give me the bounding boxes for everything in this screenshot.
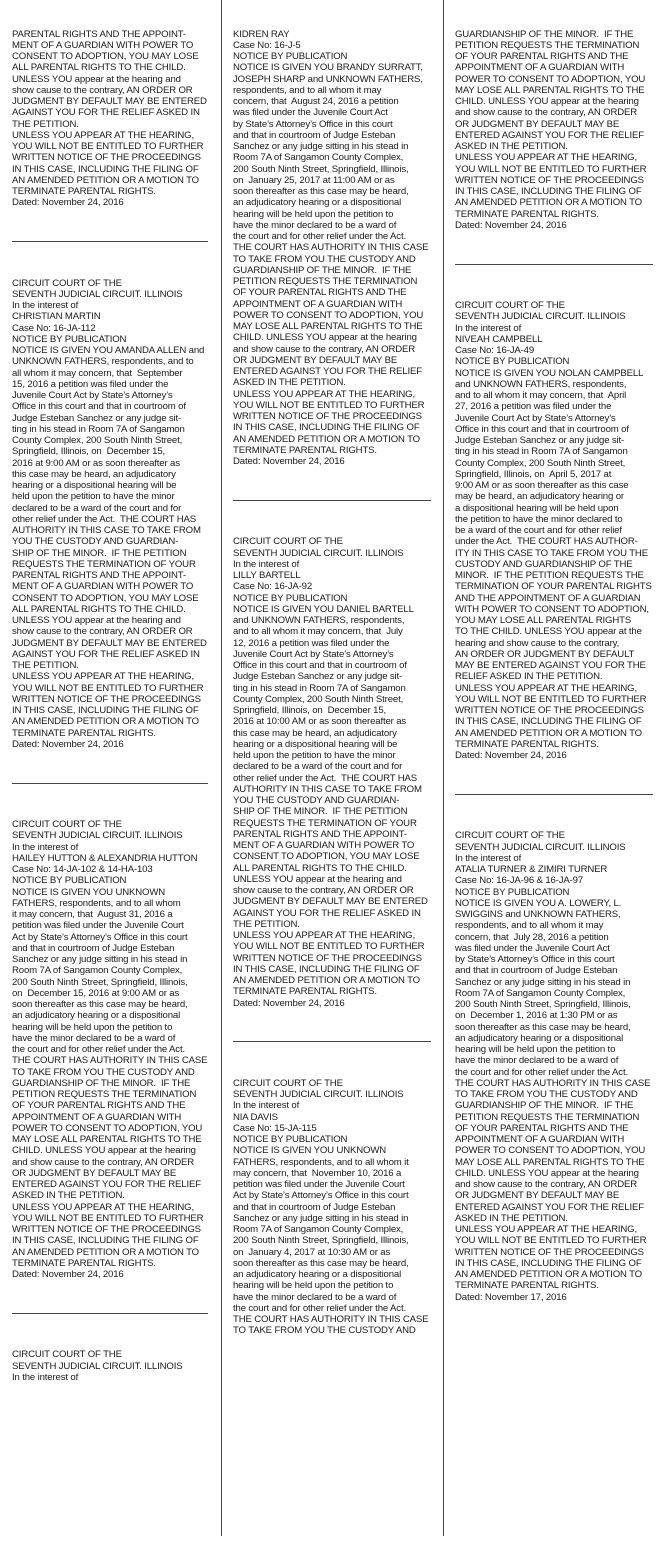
notice-christian-martin [12, 278, 208, 751]
notice-turner [455, 830, 653, 1303]
notice-text: CIRCUIT COURT OF THE SEVENTH JUDICIAL CIRCUIT. ILLINOIS In the interest of NIVEAH CAMPBELL Case No: 16-JA-49 NOTICE BY PUBLICATION NOTICE IS GIVEN YOU NOLAN CAMPBELL and UNKNOWN FATHERS, respondents, and to all whom it may concern, that April 27, 2016 a petition was filed under the Juvenile Court Act by State’s Attorney’s Office in this court and that in courtroom of Judge Esteban Sanchez or any judge sit- ting in his stead in Room 7A of Sangamon County Complex, 200 South Ninth Street, Springfield, Illinois, on April 5, 2017 at 9:00 AM or as soon thereafter as this case may be heard, an adjudicatory hearing or a dispositional hearing will be held upon the petition to have the minor declared to be a ward of the court and for other relief under the Act. THE COURT HAS AUTHOR- ITY IN THIS CASE TO TAKE FROM YOU THE CUSTODY AND GUARDIANSHIP OF THE MINOR. IF THE PETITION REQUESTS THE TERMINATION OF YOUR PARENTAL RIGHTS AND THE APPOINTMENT OF A GUARDIAN WITH POWER TO CONSENT TO ADOPTION, YOU MAY LOSE ALL PARENTAL RIGHTS TO THE CHILD. UNLESS YOU appear at the hearing and show cause to the contrary, AN ORDER OR JUDGMENT BY DEFAULT MAY BE ENTERED AGAINST YOU FOR THE RELIEF ASKED IN THE PETITION. UNLESS YOU APPEAR AT THE HEARING, YOU WILL NOT BE ENTITLED TO FURTHER WRITTEN NOTICE OF THE PROCEEDINGS IN THIS CASE, INCLUDING THE FILING OF AN AMENDED PETITION OR A MOTION TO TERMINATE PARENTAL RIGHTS. Dated: November 24, 2016 [455, 300, 652, 761]
notice-text: CIRCUIT COURT OF THE SEVENTH JUDICIAL CIRCUIT. ILLINOIS In the interest of HAILEY HUTTON & ALEXANDRIA HUTTON Case No: 14-JA-102 & 14-HA-103 NOTICE BY PUBLICATION NOTICE IS GIVEN YOU UNKNOWN FATHERS, respondents, and to all whom it may concern, that August 31, 2016 a petition was filed under the Juvenile Court Act by State’s Attorney’s Office in this court and that in courtroom of Judge Esteban Sanchez or any judge sitting in his stead in Room 7A of Sangamon County Complex, 200 South Ninth Street, Springfield, Illinois, on December 15, 2016 at 9:00 AM or as soon thereafter as this case may be heard, an adjudicatory hearing or a dispositional hearing will be held upon the petition to have the minor declared to be a ward of the court and for other relief under the Act. THE COURT HAS AUTHORITY IN THIS CASE TO TAKE FROM YOU THE CUSTODY AND GUARDIANSHIP OF THE MINOR. IF THE PETITION REQUESTS THE TERMINATION OF YOUR PARENTAL RIGHTS AND THE APPOINTMENT OF A GUARDIAN WITH POWER TO CONSENT TO ADOPTION, YOU MAY LOSE ALL PARENTAL RIGHTS TO THE CHILD. UNLESS YOU appear at the hearing and show cause to the contrary, AN ORDER OR JUDGMENT BY DEFAULT MAY BE ENTERED AGAINST YOU FOR THE RELIEF ASKED IN THE PETITION. UNLESS YOU APPEAR AT THE HEARING, YOU WILL NOT BE ENTITLED TO FURTHER WRITTEN NOTICE OF THE PROCEEDINGS IN THIS CASE, INCLUDING THE FILING OF AN AMENDED PETITION OR A MOTION TO TERMINATE PARENTAL RIGHTS. Dated: November 24, 2016 [12, 819, 208, 1280]
notice-separator [455, 794, 653, 795]
column-divider [221, 0, 222, 1536]
column-3 [455, 6, 653, 1325]
notice-continued [12, 29, 208, 209]
notice-nia-davis [233, 1078, 431, 1337]
notice-text: PARENTAL RIGHTS AND THE APPOINT- MENT OF A GUARDIAN WITH POWER TO CONSENT TO ADOPTION, YOU MAY LOSE ALL PARENTAL RIGHTS TO THE CHILD. UNLESS YOU appear at the hearing and show cause to the contrary, AN ORDER OR JUDGMENT BY DEFAULT MAY BE ENTERED AGAINST YOU FOR THE RELIEF ASKED IN THE PETITION. UNLESS YOU APPEAR AT THE HEARING, YOU WILL NOT BE ENTITLED TO FURTHER WRITTEN NOTICE OF THE PROCEEDINGS IN THIS CASE, INCLUDING THE FILING OF AN AMENDED PETITION OR A MOTION TO TERMINATE PARENTAL RIGHTS. Dated: November 24, 2016 [12, 28, 207, 209]
notice-text: CIRCUIT COURT OF THE SEVENTH JUDICIAL CIRCUIT. ILLINOIS In the interest of [12, 1349, 183, 1383]
notice-hutton [12, 819, 208, 1280]
notice-separator [12, 1313, 208, 1314]
notice-text: CIRCUIT COURT OF THE SEVENTH JUDICIAL CIRCUIT. ILLINOIS In the interest of ATALIA TURNER & ZIMIRI TURNER Case No: 16-JA-96 & 16-JA-97 NOTICE BY PUBLICATION NOTICE IS GIVEN YOU A. LOWERY, L. SWIGGINS and UNKNOWN FATHERS, respondents, and to all whom it may concern, that July 28, 2016 a petition was filed under the Juvenile Court Act by State’s Attorney’s Office in this court and that in courtroom of Judge Esteban Sanchez or any judge sitting in his stead in Room 7A of Sangamon County Complex, 200 South Ninth Street, Springfield, Illinois, on December 1, 2016 at 1:30 PM or as soon thereafter as this case may be heard, an adjudicatory hearing or a dispositional hearing will be held upon the petition to have the minor declared to be a ward of the court and for other relief under the Act. THE COURT HAS AUTHORITY IN THIS CASE TO TAKE FROM YOU THE CUSTODY AND GUARDIANSHIP OF THE MINOR. IF THE PETITION REQUESTS THE TERMINATION OF YOUR PARENTAL RIGHTS AND THE APPOINTMENT OF A GUARDIAN WITH POWER TO CONSENT TO ADOPTION, YOU MAY LOSE ALL PARENTAL RIGHTS TO THE CHILD. UNLESS YOU appear at the hearing and show cause to the contrary, AN ORDER OR JUDGMENT BY DEFAULT MAY BE ENTERED AGAINST YOU FOR THE RELIEF ASKED IN THE PETITION. UNLESS YOU APPEAR AT THE HEARING, YOU WILL NOT BE ENTITLED TO FURTHER WRITTEN NOTICE OF THE PROCEEDINGS IN THIS CASE, INCLUDING THE FILING OF AN AMENDED PETITION OR A MOTION TO TERMINATE PARENTAL RIGHTS. Dated: November 17, 2016 [455, 830, 651, 1303]
notice-kidren-ray-start [12, 1349, 208, 1383]
notice-text: GUARDIANSHIP OF THE MINOR. IF THE PETITION REQUESTS THE TERMINATION OF YOUR PARENTAL RIGHTS AND THE APPOINTMENT OF A GUARDIAN WITH POWER TO CONSENT TO ADOPTION, YOU MAY LOSE ALL PARENTAL RIGHTS TO THE CHILD. UNLESS YOU appear at the hearing and show cause to the contrary, AN ORDER OR JUDGMENT BY DEFAULT MAY BE ENTERED AGAINST YOU FOR THE RELIEF ASKED IN THE PETITION. UNLESS YOU APPEAR AT THE HEARING, YOU WILL NOT BE ENTITLED TO FURTHER WRITTEN NOTICE OF THE PROCEEDINGS IN THIS CASE, INCLUDING THE FILING OF AN AMENDED PETITION OR A MOTION TO TERMINATE PARENTAL RIGHTS. Dated: November 24, 2016 [455, 28, 647, 231]
notice-text: KIDREN RAY Case No: 16-J-5 NOTICE BY PUBLICATION NOTICE IS GIVEN YOU BRANDY SURRATT, JOSEPH SHARP and UNKNOWN FATHERS, respondents, and to all whom it may concern, that August 24, 2016 a petition was filed under the Juvenile Court Act by State’s Attorney’s Office in this court and that in courtroom of Judge Esteban Sanchez or any judge sitting in his stead in Room 7A of Sangamon County Complex, 200 South Ninth Street, Springfield, Illinois, on January 25, 2017 at 11:00 AM or as soon thereafter as this case may be heard, an adjudicatory hearing or a dispositional hearing will be held upon the petition to have the minor declared to be a ward of the court and for other relief under the Act. THE COURT HAS AUTHORITY IN THIS CASE TO TAKE FROM YOU THE CUSTODY AND GUARDIANSHIP OF THE MINOR. IF THE PETITION REQUESTS THE TERMINATION OF YOUR PARENTAL RIGHTS AND THE APPOINTMENT OF A GUARDIAN WITH POWER TO CONSENT TO ADOPTION, YOU MAY LOSE ALL PARENTAL RIGHTS TO THE CHILD. UNLESS YOU appear at the hearing and show cause to the contrary, AN ORDER OR JUDGMENT BY DEFAULT MAY BE ENTERED AGAINST YOU FOR THE RELIEF ASKED IN THE PETITION. UNLESS YOU APPEAR AT THE HEARING, YOU WILL NOT BE ENTITLED TO FURTHER WRITTEN NOTICE OF THE PROCEEDINGS IN THIS CASE, INCLUDING THE FILING OF AN AMENDED PETITION OR A MOTION TO TERMINATE PARENTAL RIGHTS. Dated: November 24, 2016 [233, 28, 429, 467]
column-divider [443, 0, 444, 1536]
notice-separator [12, 241, 208, 242]
notice-kidren-ray-continued [233, 29, 431, 468]
notice-lilly-bartell [233, 536, 431, 1009]
notice-text: CIRCUIT COURT OF THE SEVENTH JUDICIAL CIRCUIT. ILLINOIS In the interest of CHRISTIAN MARTIN Case No: 16-JA-112 NOTICE BY PUBLICATION NOTICE IS GIVEN YOU AMANDA ALLEN and UNKNOWN FATHERS, respondents, and to all whom it may concern, that September 15, 2016 a petition was filed under the Juvenile Court Act by State’s Attorney’s Office in this court and that in courtroom of Judge Esteban Sanchez or any judge sit- ting in his stead in Room 7A of Sangamon County Complex, 200 South Ninth Street, Springfield, Illinois, on December 15, 2016 at 9:00 AM or as soon thereafter as this case may be heard, an adjudicatory hearing or a dispositional hearing will be held upon the petition to have the minor declared to be a ward of the court and for other relief under the Act. THE COURT HAS AUTHORITY IN THIS CASE TO TAKE FROM YOU THE CUSTODY AND GUARDIAN- SHIP OF THE MINOR. IF THE PETITION REQUESTS THE TERMINATION OF YOUR PARENTAL RIGHTS AND THE APPOINT- MENT OF A GUARDIAN WITH POWER TO CONSENT TO ADOPTION, YOU MAY LOSE ALL PARENTAL RIGHTS TO THE CHILD. UNLESS YOU appear at the hearing and show cause to the contrary, AN ORDER OR JUDGMENT BY DEFAULT MAY BE ENTERED AGAINST YOU FOR THE RELIEF ASKED IN THE PETITION. UNLESS YOU APPEAR AT THE HEARING, YOU WILL NOT BE ENTITLED TO FURTHER WRITTEN NOTICE OF THE PROCEEDINGS IN THIS CASE, INCLUDING THE FILING OF AN AMENDED PETITION OR A MOTION TO TERMINATE PARENTAL RIGHTS. Dated: November 24, 2016 [12, 277, 207, 750]
column-1 [12, 6, 208, 1406]
notice-separator [455, 264, 653, 265]
notice-separator [233, 500, 431, 501]
notice-nia-davis-continued [455, 29, 653, 232]
notice-text: CIRCUIT COURT OF THE SEVENTH JUDICIAL CIRCUIT. ILLINOIS In the interest of NIA DAVIS Case No: 15-JA-115 NOTICE BY PUBLICATION NOTICE IS GIVEN YOU UNKNOWN FATHERS, respondents, and to all whom it may concern, that November 10, 2016 a petition was filed under the Juvenile Court Act by State’s Attorney’s Office in this court and that in courtroom of Judge Esteban Sanchez or any judge sitting in his stead in Room 7A of Sangamon County Complex, 200 South Ninth Street, Springfield, Illinois, on January 4, 2017 at 10:30 AM or as soon thereafter as this case may be heard, an adjudicatory hearing or a dispositional hearing will be held upon the petition to have the minor declared to be a ward of the court and for other relief under the Act. THE COURT HAS AUTHORITY IN THIS CASE TO TAKE FROM YOU THE CUSTODY AND [233, 1077, 429, 1337]
notice-niveah-campbell [455, 300, 653, 761]
notice-text: CIRCUIT COURT OF THE SEVENTH JUDICIAL CIRCUIT. ILLINOIS In the interest of LILLY BARTELL Case No: 16-JA-92 NOTICE BY PUBLICATION NOTICE IS GIVEN YOU DANIEL BARTELL and UNKNOWN FATHERS, respondents, and to all whom it may concern, that July 12, 2016 a petition was filed under the Juvenile Court Act by State’s Attorney’s Office in this court and that in courtroom of Judge Esteban Sanchez or any judge sit- ting in his stead in Room 7A of Sangamon County Complex, 200 South Ninth Street, Springfield, Illinois, on December 15, 2016 at 10:00 AM or as soon thereafter as this case may be heard, an adjudicatory hearing or a dispositional hearing will be held upon the petition to have the minor declared to be a ward of the court and for other relief under the Act. THE COURT HAS AUTHORITY IN THIS CASE TO TAKE FROM YOU THE CUSTODY AND GUARDIAN- SHIP OF THE MINOR. IF THE PETITION REQUESTS THE TERMINATION OF YOUR PARENTAL RIGHTS AND THE APPOINT- MENT OF A GUARDIAN WITH POWER TO CONSENT TO ADOPTION, YOU MAY LOSE ALL PARENTAL RIGHTS TO THE CHILD. UNLESS YOU appear at the hearing and show cause to the contrary, AN ORDER OR JUDGMENT BY DEFAULT MAY BE ENTERED AGAINST YOU FOR THE RELIEF ASKED IN THE PETITION. UNLESS YOU APPEAR AT THE HEARING, YOU WILL NOT BE ENTITLED TO FURTHER WRITTEN NOTICE OF THE PROCEEDINGS IN THIS CASE, INCLUDING THE FILING OF AN AMENDED PETITION OR A MOTION TO TERMINATE PARENTAL RIGHTS. Dated: November 24, 2016 [233, 536, 428, 1009]
notice-separator [12, 783, 208, 784]
notice-separator [233, 1041, 431, 1042]
column-2 [233, 6, 431, 1359]
